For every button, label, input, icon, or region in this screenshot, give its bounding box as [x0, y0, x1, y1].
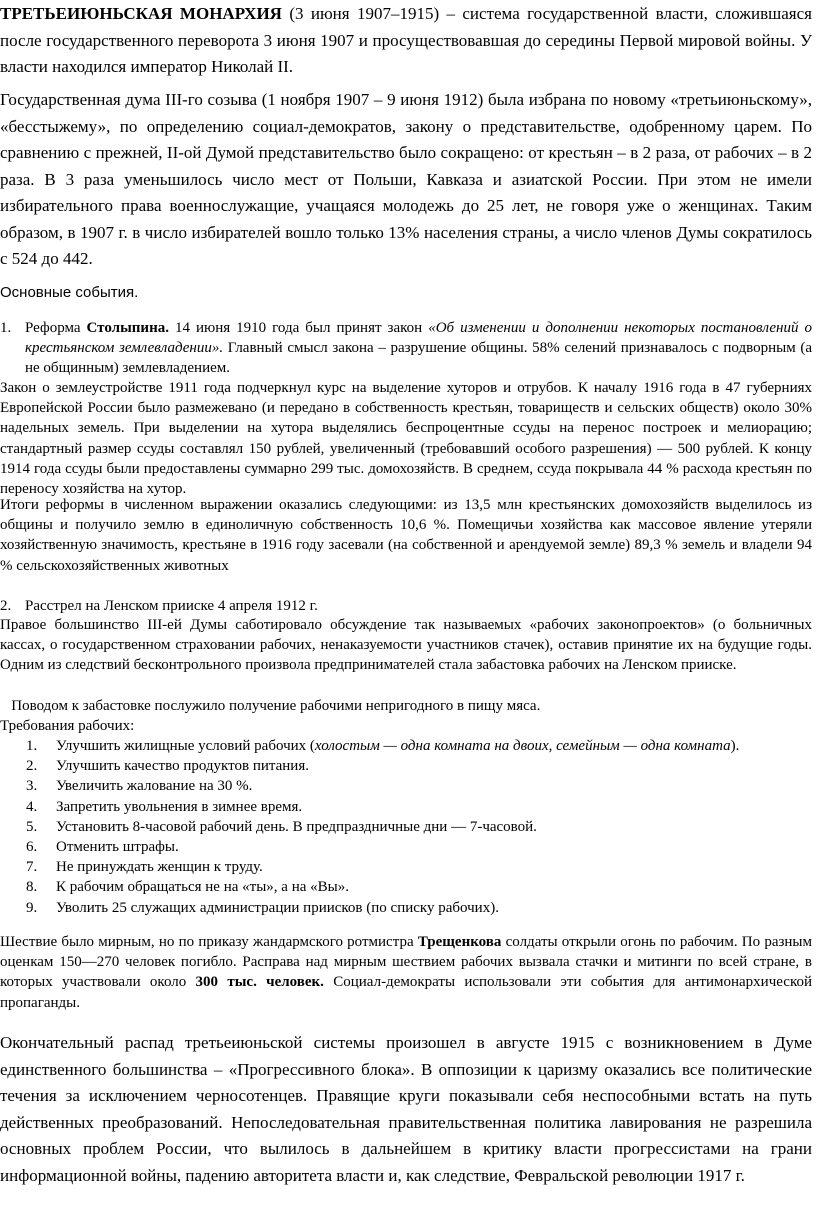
event-2-body: Расстрел на Ленском прииске 4 апреля 1912 г. [25, 598, 318, 614]
duma-paragraph: Государственная дума III-го созыва (1 ноября 1907 – 9 июня 1912) была избрана по новому «третьиюньскому», «бесстыжему», по определению социал-демократов, закону о представительстве, одобренному царем. По сравнению с прежней, II-ой Думой представительство было сокращено: от крестьян – в 2 раза, от рабочих – в 2 раза. В 3 раза уменьшилось число мест от Польши, Кавказа и азиатской России. При этом не имели избирательного права военнослужащие, учащаяся молодежь до 25 лет, не говоря уже о женщинах. Таким образом, в 1907 г. в число избирателей вошло только 13% населения страны, а число членов Думы сократилось с 524 до 442. [0, 90, 812, 268]
event-2-number: 2. [0, 598, 12, 614]
march-text-1: Шествие было мирным, но по приказу жандармского ротмистра [0, 934, 418, 950]
demand-item [0, 736, 812, 756]
demand-number: 2. [26, 758, 38, 775]
demand-number: 5. [26, 818, 38, 835]
event-1-item [0, 318, 812, 379]
demands-heading: Требования рабочих: [0, 718, 135, 734]
final-paragraph: Окончательный распад третьеиюньской системы произошел в августе 1915 с возникновением в Думе единственного большинства – «Прогрессивного блока». В оппозиции к царизму оказались все политические течения за исключением черносотенцев. Правящие круги показывали себя неспособными встать на путь действенных преобразований. Непоследовательная правительственная политика лавирования не разрешила основных проблем России, что вылилось в дальнейшем в критику власти прогрессистами на грани информационной войны, падению авторитета власти и, как следствие, Февральской революции 1917 г. [0, 1033, 812, 1185]
event-1-body [25, 318, 812, 379]
event-1-lead: Реформа [25, 320, 87, 336]
intro-paragraph [0, 1, 812, 81]
demand-1-italic-3: одна комната [640, 738, 731, 754]
reform-paragraph-1: Закон о землеустройстве 1911 года подчеркнул курс на выделение хуторов и отрубов. К началу 1916 года в 47 губерниях Европейской России было размежевано (и передано в собственность крестьян, товариществ и сельских обществ) около 30% надельных земель. При выделении на хутора выделялись беспроцентные ссуды на перенос построек и мелиорацию; стандартный размер ссуды составлял 150 рублей, увеличенный (требовавший особого разрешения) — 500 рублей. К концу 1914 года ссуды были предоставлены суммарно 299 тыс. домохозяйств. В среднем, ссуда покрывала 44 % расхода крестьян по переносу хозяйства на хутор. [0, 380, 812, 498]
demands-list [0, 736, 812, 918]
demand-item [0, 756, 812, 776]
demand-text: Уволить 25 служащих администрации приисков (по списку рабочих). [56, 899, 499, 916]
demand-number: 9. [26, 899, 38, 916]
march-text-2: солдаты открыли огонь по рабочим. По разным оценкам 150—270 человек погибло. Расправа над мирным шествием рабочих вызвала стачки и митинги по всей стране, в которых участвовали около [0, 934, 812, 991]
document-title: ТРЕТЬЕИЮНЬСКАЯ МОНАРХИЯ [0, 4, 282, 23]
demand-number: 7. [26, 859, 38, 876]
demand-number: 6. [26, 839, 38, 856]
officer-name: Трещенкова [417, 934, 502, 950]
demand-text: Отменить штрафы. [56, 839, 179, 856]
event-1-date: 14 июня 1910 года был принят закон [168, 320, 429, 336]
demand-1-italic-1: холостым [314, 738, 380, 754]
demand-item [0, 776, 812, 796]
event-1-number: 1. [0, 320, 12, 336]
events-heading: Основные события. [0, 284, 139, 301]
demand-item [0, 837, 812, 857]
stolypin-name: Столыпина. [86, 320, 169, 336]
event-1-rest: Главный смысл закона – разрушение общины. 58% селений признавалось с подворным (а не общинным) землевладением. [25, 340, 812, 377]
demand-1-italic-2: одна комната на двоих, семейным [400, 738, 620, 754]
demand-item [0, 857, 812, 877]
demand-text: Не принуждать женщин к труду. [56, 859, 263, 876]
demand-1-lead: Улучшить жилищные условий рабочих ( [56, 738, 315, 754]
reform-paragraph-2: Итоги реформы в численном выражении оказались следующими: из 13,5 млн крестьянских домохозяйств выделилось из общины и получило землю в единоличную собственность 10,6 %. Помещичьи хозяйства как массовое явление утеряли хозяйственную значимость, крестьяне в 1916 году засевали (на собственной и арендуемой земле) 89,3 % земель и владели 94 % сельскохозяйственных животных [0, 497, 812, 574]
demand-item [0, 817, 812, 837]
demand-1-dash-1: — [379, 738, 401, 754]
law-title: «Об изменении и дополнении некоторых постановлений о крестьянском землевладении». [25, 320, 813, 357]
demand-text: К рабочим обращаться не на «ты», а на «Вы». [56, 879, 349, 896]
march-text-3: Социал-демократы использовали эти события для антимонархической пропаганды. [0, 974, 812, 1011]
demand-number: 3. [26, 778, 38, 795]
participants-count: 300 тыс. человек. [195, 974, 324, 991]
demand-number: 1. [26, 738, 38, 754]
lena-paragraph-2: Поводом к забастовке послужило получение рабочими непригодного в пищу мяса. [0, 698, 541, 714]
demand-item [0, 797, 812, 817]
demand-text: Установить 8-часовой рабочий день. В предпраздничные дни — 7-часовой. [56, 818, 537, 835]
event-2-item [0, 596, 812, 616]
march-paragraph [0, 932, 812, 1013]
demand-1-dash-2: — [619, 738, 641, 754]
demand-text: Увеличить жалование на 30 %. [56, 778, 253, 795]
demand-item [0, 898, 812, 918]
lena-paragraph-1: Правое большинство III-ей Думы саботировало обсуждение так называемых «рабочих законопроектов» (о больничных кассах, о государственном страховании рабочих, ненаказуемости участников стачек), оставив принятие их на будущие годы. Одним из следствий бесконтрольного произвола предпринимателей стала забастовка рабочих на Ленском прииске. [0, 617, 812, 674]
demand-item [0, 877, 812, 897]
demand-number: 8. [26, 879, 38, 896]
demand-text: Улучшить качество продуктов питания. [56, 758, 309, 775]
demand-number: 4. [26, 798, 38, 815]
intro-text: (3 июня 1907–1915) – система государственной власти, сложившаяся после государственного переворота 3 июня 1907 и просуществовавшая до середины Первой мировой войны. У власти находился император Николай II. [0, 4, 812, 76]
demand-1-tail: ). [730, 738, 740, 754]
demand-text: Запретить увольнения в зимнее время. [56, 798, 303, 815]
